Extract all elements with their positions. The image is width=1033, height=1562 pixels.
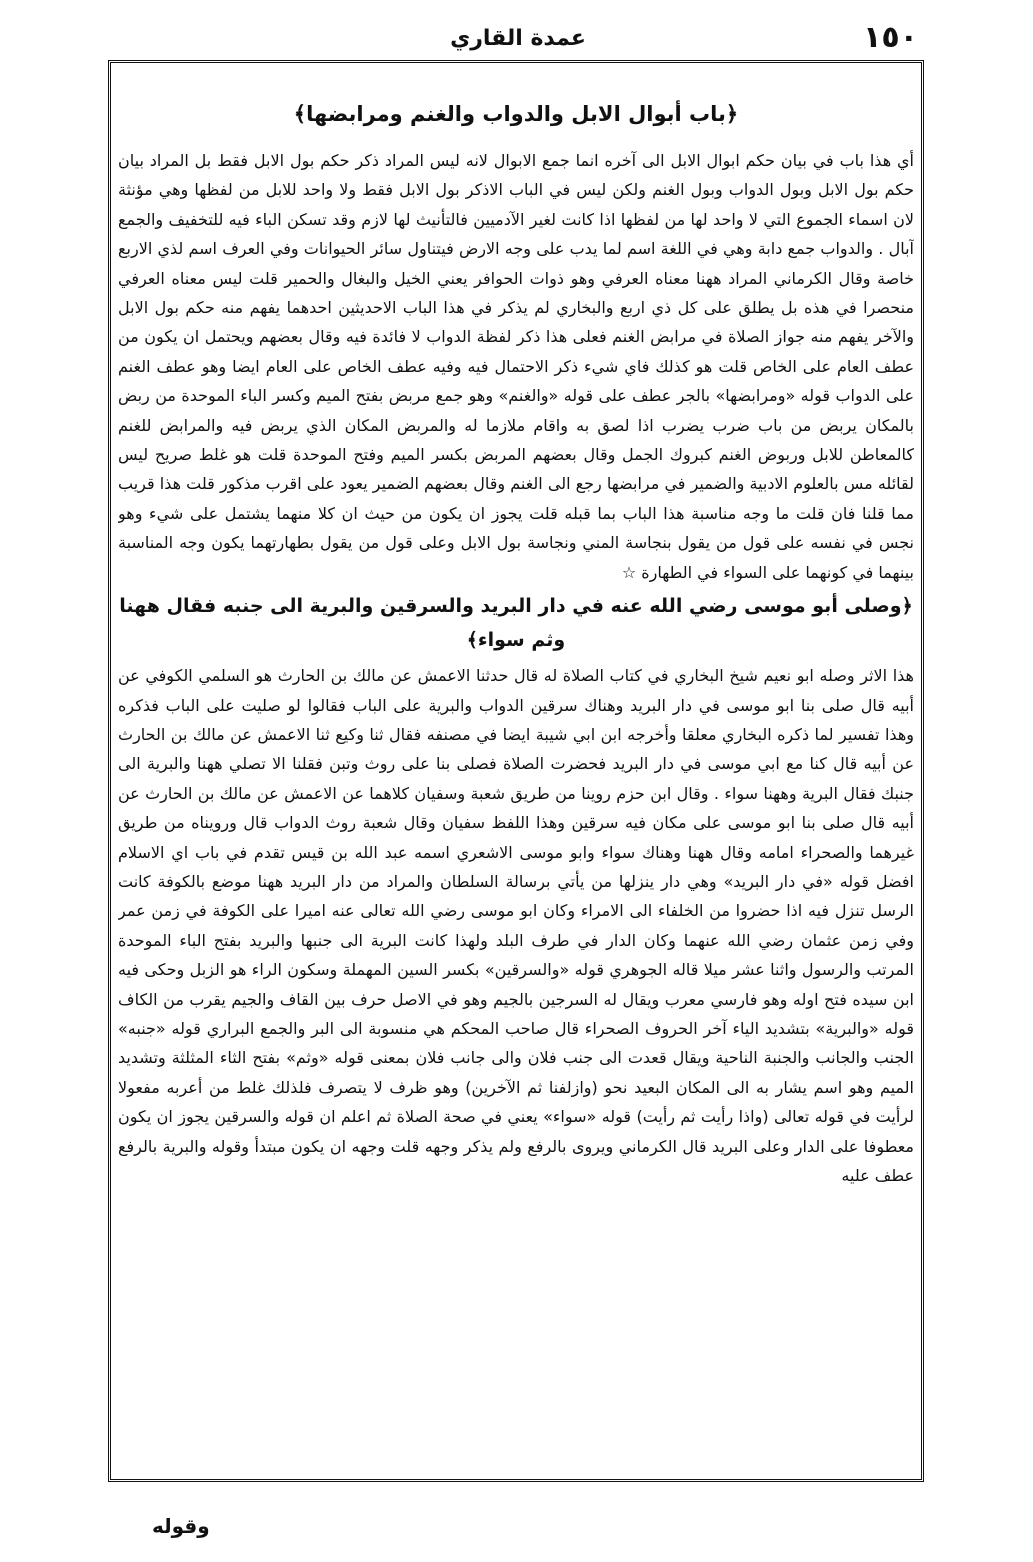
page-header [118,18,918,62]
chapter-heading: ﴿باب أبوال الابل والدواب والغنم ومرابضها﴾ [293,102,739,126]
commentary-paragraph-2: هذا الاثر وصله ابو نعيم شيخ البخاري في كتاب الصلاة له قال حدثنا الاعمش عن مالك بن الحارث هو السلمي الكوفي عن أبيه قال صلى بنا ابو موسى في دار البريد وهناك سرقين الدواب والبرية على الباب فقالوا لو صليت على الباب فذكره وهذا تفسير لما ذكره البخاري معلقا وأخرجه ابن ابي شيبة ايضا في مصنفه فقال ثنا وكيع ثنا الاعمش عن مالك بن الحارث عن أبيه قال كنا مع ابي موسى في دار البريد فحضرت الصلاة فصلى بنا على روث وتبن فقلنا الا تصلي ههنا والبرية الى جنبك فقال البرية وههنا سواء . وقال ابن حزم روينا من طريق شعبة وسفيان كلاهما عن الاعمش عن مالك بن الحارث عن أبيه قال صلى بنا ابو موسى على مكان فيه سرقين وهذا اللفظ سفيان وقال شعبة روث الدواب قال ورويناه من طريق غيرهما والصحراء امامه وقال ههنا وهناك سواء وابو موسى الاشعري اسمه عبد الله بن قيس تقدم في باب اي الاسلام افضل قوله «في دار البريد» وهي دار ينزلها من يأتي برسالة السلطان والمراد من دار البريد ههنا موضع بالكوفة كانت الرسل تنزل فيه اذا حضروا من الخلفاء الى الامراء وكان ابو موسى رضي الله تعالى عنه اميرا على الكوفة في زمن عمر وفي زمن عثمان رضي الله عنهما وكان الدار في طرف البلد ولهذا كانت البرية الى جنبها والبريد بفتح الباء الموحدة المرتب والرسول واثنا عشر ميلا قاله الجوهري قوله «والسرقين» بكسر السين المهملة وسكون الراء هو الزبل وحكى فيه ابن سيده فتح اوله وهو فارسي معرب ويقال له السرجين بالجيم وهو في الاصل حرف بين القاف والجيم يقرب من الكاف قوله «والبرية» بتشديد الياء آخر الحروف الصحراء قال صاحب المحكم هي منسوبة الى البر والجمع البراري قوله «جنبه» الجنب والجانب والجنبة الناحية ويقال قعدت الى جنب فلان والى جانب فلان بمعنى قوله «وثم» بفتح الثاء المثلثة وتشديد الميم وهو اسم يشار به الى المكان البعيد نحو (وازلفنا ثم الآخرين) وهو ظرف لا يتصرف فلذلك غلط من أعربه مفعولا لرأيت في قوله تعالى (واذا رأيت ثم رأيت) قوله «سواء» يعني في صحة الصلاة ثم اعلم ان قوله والسرقين يجوز ان يكون معطوفا على الدار وعلى البريد قال الكرماني ويروى بالرفع ولم يذكر وجهه قلت وجهه ان يكون مبتدأ وقوله والبرية بالرفع عطف عليه [118,666,914,1185]
catchword: وقوله [152,1514,210,1538]
main-text-block [118,92,914,1472]
narration-heading: ﴿وصلى أبو موسى رضي الله عنه في دار البريد والسرقين والبرية الى جنبه فقال ههنا وثم سواء﴾ [119,595,913,652]
commentary-paragraph-1: أي هذا باب في بيان حكم ابوال الابل الى آخره انما جمع الابوال لانه ليس المراد ذكر حكم بول الابل فقط بل المراد بيان حكم بول الابل وبول الدواب وبول الغنم ولكن ليس في الباب الاذكر بول الابل فقط ولا واحد للابل من لفظها وهي مؤنثة لان اسماء الجموع التي لا واحد لها من لفظها اذا كانت لغير الآدميين فالتأنيث لها لازم وقد تسكن الباء فيه للتخفيف والجمع آبال . والدواب جمع دابة وهي في اللغة اسم لما يدب على وجه الارض فيتناول سائر الحيوانات وفي العرف اسم لذي الاربع خاصة وقال الكرماني المراد ههنا معناه العرفي وهو ذوات الحوافر يعني الخيل والبغال والحمير قلت ليس معناه العرفي منحصرا في هذه بل يطلق على كل ذي اربع والبخاري لم يذكر في هذا الباب الاحديثين احدهما يفهم منه حكم بول الابل والآخر يفهم منه جواز الصلاة في مرابض الغنم فعلى هذا ذكر لفظة الدواب لا فائدة فيه وقال بعضهم ويحتمل ان يكون من عطف العام على الخاص قلت هو كذلك فاي شيء ذكر الاحتمال فيه وفيه عطف الخاص على العام ايضا وهو عطف الغنم على الدواب قوله «ومرابضها» بالجر عطف على قوله «والغنم» وهو جمع مربض بفتح الميم وكسر الباء الموحدة من ربض بالمكان يربض من باب ضرب يضرب اذا لصق به واقام ملازما له والمربض المكان الذي يربض فيه والمرابض للغنم كالمعاطن للابل وربوض الغنم كبروك الجمل وقال بعضهم المربض بكسر الميم وفتح الموحدة قلت هو غلط صريح ليس لقائله مس بالعلوم الادبية والضمير في مرابضها رجع الى الغنم وقال بعضهم الضمير يعود على اقرب مذكور قلت هذا قريب مما قلنا فان قلت ما وجه مناسبة هذا الباب بما قبله قلت يجوز ان يكون من حيث ان كلا منهما يشتمل على شيء وهو نجس في نفسه على قول من يقول بنجاسة المني ونجاسة بول الابل وعلى قول من يقول بطهارتهما يكون وجه المناسبة بينهما في كونهما على السواء في الطهارة ☆ [118,151,914,582]
page-number: ١٥٠ [863,20,918,55]
running-title: عمدة القاري [450,26,586,51]
